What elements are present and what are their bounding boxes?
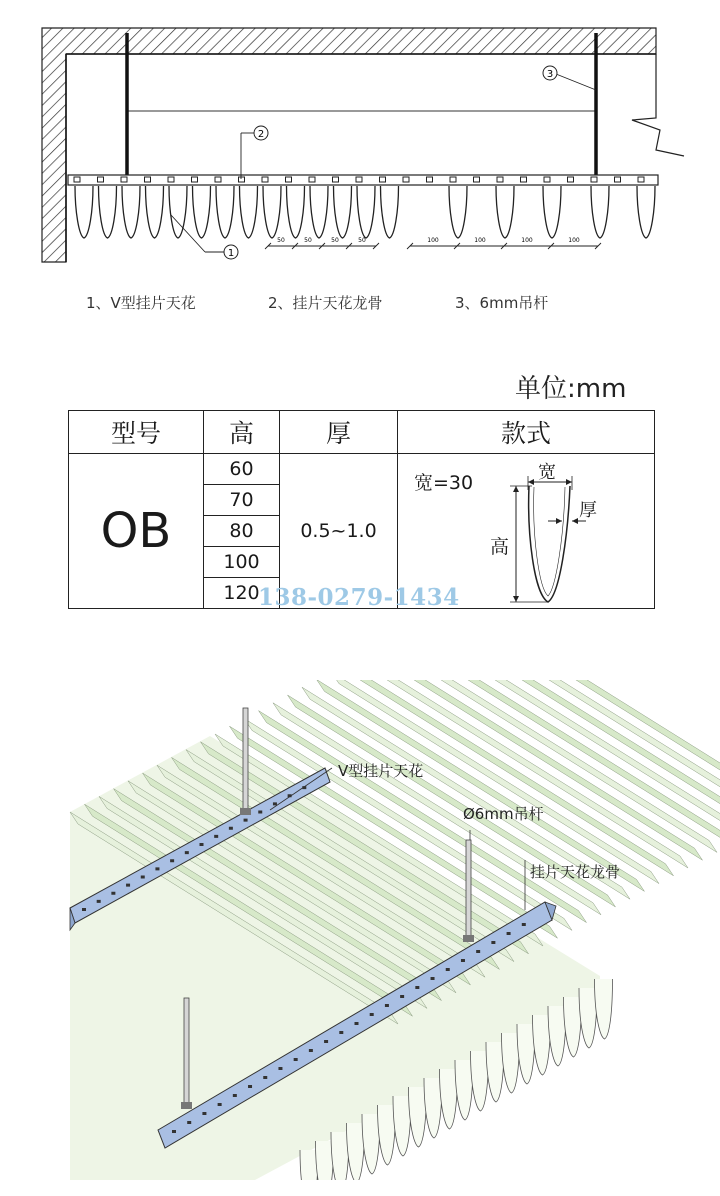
marker-1: 1 (227, 248, 235, 259)
v-panel-section (216, 186, 234, 238)
v-panel-end (316, 1141, 334, 1180)
v-panel-section (146, 186, 164, 238)
keel-slot (446, 968, 450, 971)
label-keel: 挂片天花龙骨 (530, 863, 621, 881)
isometric-drawing (0, 680, 720, 1180)
keel-slot (461, 959, 465, 962)
v-panel-end (362, 1114, 380, 1174)
v-panel-section (122, 186, 140, 238)
v-panel-section (637, 186, 655, 238)
keel-slot (97, 900, 101, 903)
dim-large-3: 100 (568, 237, 580, 244)
v-panel-section (99, 186, 117, 238)
v-panel-section (193, 186, 211, 238)
v-panel-end (548, 1006, 566, 1066)
header-model: 型号 (69, 411, 204, 454)
keel-slot (126, 884, 130, 887)
label-v-panel: V型挂片天花 (338, 762, 424, 780)
header-style: 款式 (398, 411, 655, 454)
section-diagram (0, 0, 720, 280)
concrete-slab (42, 28, 656, 262)
keel-slot (170, 859, 174, 862)
keel-slot (324, 1040, 328, 1043)
keel-slot (294, 1058, 298, 1061)
keel-slot (218, 1103, 222, 1106)
v-panel-section (357, 186, 375, 238)
v-panel-end (331, 1132, 349, 1180)
header-height: 高 (204, 411, 280, 454)
keel-slot (385, 1004, 389, 1007)
keel-slot (233, 1094, 237, 1097)
keel-slot (244, 819, 248, 822)
keel-slot (339, 1031, 343, 1034)
v-panel-section (591, 186, 609, 238)
v-panel-section (543, 186, 561, 238)
height-cell: 70 (204, 485, 280, 516)
keel-slot (214, 835, 218, 838)
v-panel-end (300, 1150, 318, 1180)
dim-small-0: 50 (277, 237, 285, 244)
v-panel-end (564, 997, 582, 1057)
keel-slot (273, 802, 277, 805)
v-panel-end (378, 1105, 396, 1165)
v-panel-section (334, 186, 352, 238)
header-thickness: 厚 (280, 411, 398, 454)
v-panel-end (455, 1060, 473, 1120)
v-panel-end (517, 1024, 535, 1084)
v-panel-end (440, 1069, 458, 1129)
keel-slot (200, 843, 204, 846)
dim-small-3: 50 (358, 237, 366, 244)
v-panel-section (449, 186, 467, 238)
keel-slot (185, 851, 189, 854)
v-panel-section (75, 186, 93, 238)
v-panel-end (347, 1123, 365, 1180)
keel-slot (415, 986, 419, 989)
keel-slot (431, 977, 435, 980)
v-panel-section (310, 186, 328, 238)
thickness-label: 厚 (579, 500, 597, 521)
width-note: 宽=30 (414, 472, 474, 494)
v-panel-end (595, 979, 613, 1039)
spec-table (68, 410, 655, 609)
keel-slot (278, 1067, 282, 1070)
v-panel-end (533, 1015, 551, 1075)
v-panel-section (169, 186, 187, 238)
keel-slot (111, 892, 115, 895)
beam-break (632, 54, 684, 156)
dim-small-1: 50 (304, 237, 312, 244)
v-panel-end (424, 1078, 442, 1138)
keel-slot (155, 867, 159, 870)
model-cell: OB (69, 454, 204, 609)
keel-slot (82, 908, 86, 911)
keel-slot (370, 1013, 374, 1016)
v-panel-end (409, 1087, 427, 1147)
label-hanger-rod: Ø6mm吊杆 (463, 805, 544, 823)
phone-watermark: 138-0279-1434 (258, 584, 460, 611)
keel-slot (172, 1130, 176, 1133)
dim-large-2: 100 (521, 237, 533, 244)
v-panel-end (579, 988, 597, 1048)
keel-slot (248, 1085, 252, 1088)
v-panel-section (240, 186, 258, 238)
height-label: 高 (490, 536, 510, 558)
keel-slot (355, 1022, 359, 1025)
marker-3: 3 (546, 69, 554, 80)
v-panel-end (393, 1096, 411, 1156)
height-cell: 100 (204, 547, 280, 578)
unit-label: 单位:mm (515, 374, 627, 404)
marker-2: 2 (257, 129, 265, 140)
legend-item-1: 1、V型挂片天花 (86, 294, 196, 312)
legend-item-2: 2、挂片天花龙骨 (268, 294, 383, 312)
keel-slot (522, 923, 526, 926)
v-panel-end (486, 1042, 504, 1102)
keel-slot (202, 1112, 206, 1115)
keel-slot (400, 995, 404, 998)
dim-large-0: 100 (427, 237, 439, 244)
height-cell: 60 (204, 454, 280, 485)
keel-slot (507, 932, 511, 935)
legend-item-3: 3、6mm吊杆 (455, 294, 549, 312)
width-label: 宽 (538, 462, 556, 483)
v-panel-end (471, 1051, 489, 1111)
dim-small-2: 50 (331, 237, 339, 244)
height-cell: 120 (204, 578, 280, 609)
thickness-cell: 0.5~1.0 (280, 454, 398, 609)
v-panel-section (496, 186, 514, 238)
dim-large-1: 100 (474, 237, 486, 244)
keel-slot (229, 827, 233, 830)
keel-slot (141, 876, 145, 879)
keel-slot (491, 941, 495, 944)
v-panel-end (502, 1033, 520, 1093)
keel-slot (187, 1121, 191, 1124)
keel-slot (476, 950, 480, 953)
keel-slot (258, 811, 262, 814)
keel-slot (263, 1076, 267, 1079)
height-cell: 80 (204, 516, 280, 547)
v-panel-section (287, 186, 305, 238)
v-panel-section (381, 186, 399, 238)
keel-slot (309, 1049, 313, 1052)
v-panel-section (263, 186, 281, 238)
